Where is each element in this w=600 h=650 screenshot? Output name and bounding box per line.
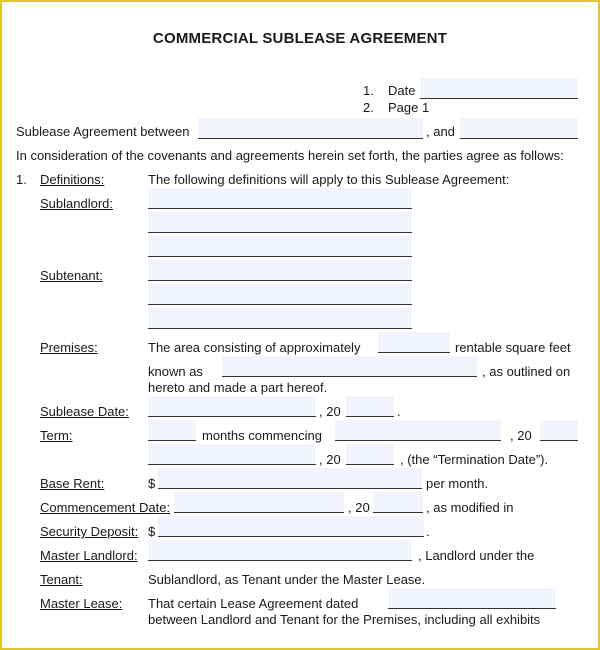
term-start-field[interactable] [335,420,501,441]
premises-text: hereto and made a part hereof. [148,380,328,395]
sublease-date-label: Sublease Date: [40,404,129,419]
commencement-date-field[interactable] [174,492,344,513]
comma-20-text: , 20 [510,428,532,443]
definitions-heading: Definitions: [40,172,105,187]
master-lease-text: between Landlord and Tenant for the Premises, including all exhibits [148,612,541,627]
commencement-date-label: Commencement Date: [40,500,171,515]
premises-text: rentable square feet [455,340,571,355]
tenant-text: Sublandlord, as Tenant under the Master Lease. [148,572,426,587]
termination-year-field[interactable] [346,444,394,465]
header-item-date-label: Date [388,83,416,98]
premises-text: , as outlined on [482,364,571,379]
per-month-text: per month. [426,476,489,491]
sublease-year-field[interactable] [346,396,394,417]
sublandlord-field-line-2[interactable] [148,212,412,233]
security-deposit-field[interactable] [158,516,424,537]
sublandlord-field-line-1[interactable] [148,188,412,209]
commencement-year-field[interactable] [373,492,423,513]
period-text: . [397,404,401,419]
term-start-year-field[interactable] [540,420,578,441]
date-field[interactable] [420,78,578,99]
termination-date-field[interactable] [148,444,316,465]
term-months-field[interactable] [148,420,196,441]
premises-text: known as [148,364,203,379]
landlord-under-text: , Landlord under the [418,548,535,563]
base-rent-label: Base Rent: [40,476,105,491]
security-deposit-label: Security Deposit: [40,524,139,539]
premises-known-as-field[interactable] [222,356,477,377]
dollar-sign: $ [148,524,156,539]
master-lease-label: Master Lease: [40,596,123,611]
party-two-field[interactable] [460,118,578,139]
intro-between-text: Sublease Agreement between [16,124,190,139]
master-landlord-field[interactable] [148,540,412,561]
months-commencing-text: months commencing [202,428,322,443]
consideration-text: In consideration of the covenants and agreements herein set forth, the parties agree as follows: [16,148,564,163]
premises-text: The area consisting of approximately [148,340,361,355]
comma-20-text: , 20 [348,500,370,515]
section-number: 1. [16,172,27,187]
party-one-field[interactable] [198,118,423,139]
subtenant-field-line-2[interactable] [148,284,412,305]
termination-date-text: , (the “Termination Date”). [400,452,549,467]
sublease-date-field[interactable] [148,396,316,417]
header-item-number: 2. [363,100,374,115]
definitions-lead-text: The following definitions will apply to this Sublease Agreement: [148,172,510,187]
subtenant-field-line-1[interactable] [148,260,412,281]
square-feet-field[interactable] [378,332,450,353]
period-text: . [426,524,430,539]
header-item-number: 1. [363,83,374,98]
base-rent-field[interactable] [158,468,422,489]
master-landlord-label: Master Landlord: [40,548,138,563]
as-modified-text: , as modified in [426,500,514,515]
document-title: COMMERCIAL SUBLEASE AGREEMENT [152,30,448,47]
sublandlord-label: Sublandlord: [40,196,113,211]
sublandlord-field-line-3[interactable] [148,236,412,257]
header-item-page-label: Page 1 [388,100,430,115]
comma-20-text: , 20 [319,452,341,467]
master-lease-date-field[interactable] [388,588,556,609]
intro-and-text: , and [426,124,455,139]
master-lease-text: That certain Lease Agreement dated [148,596,359,611]
dollar-sign: $ [148,476,156,491]
subtenant-field-line-3[interactable] [148,308,412,329]
tenant-label: Tenant: [40,572,83,587]
comma-20-text: , 20 [319,404,341,419]
subtenant-label: Subtenant: [40,268,103,283]
term-label: Term: [40,428,73,443]
premises-label: Premises: [40,340,98,355]
